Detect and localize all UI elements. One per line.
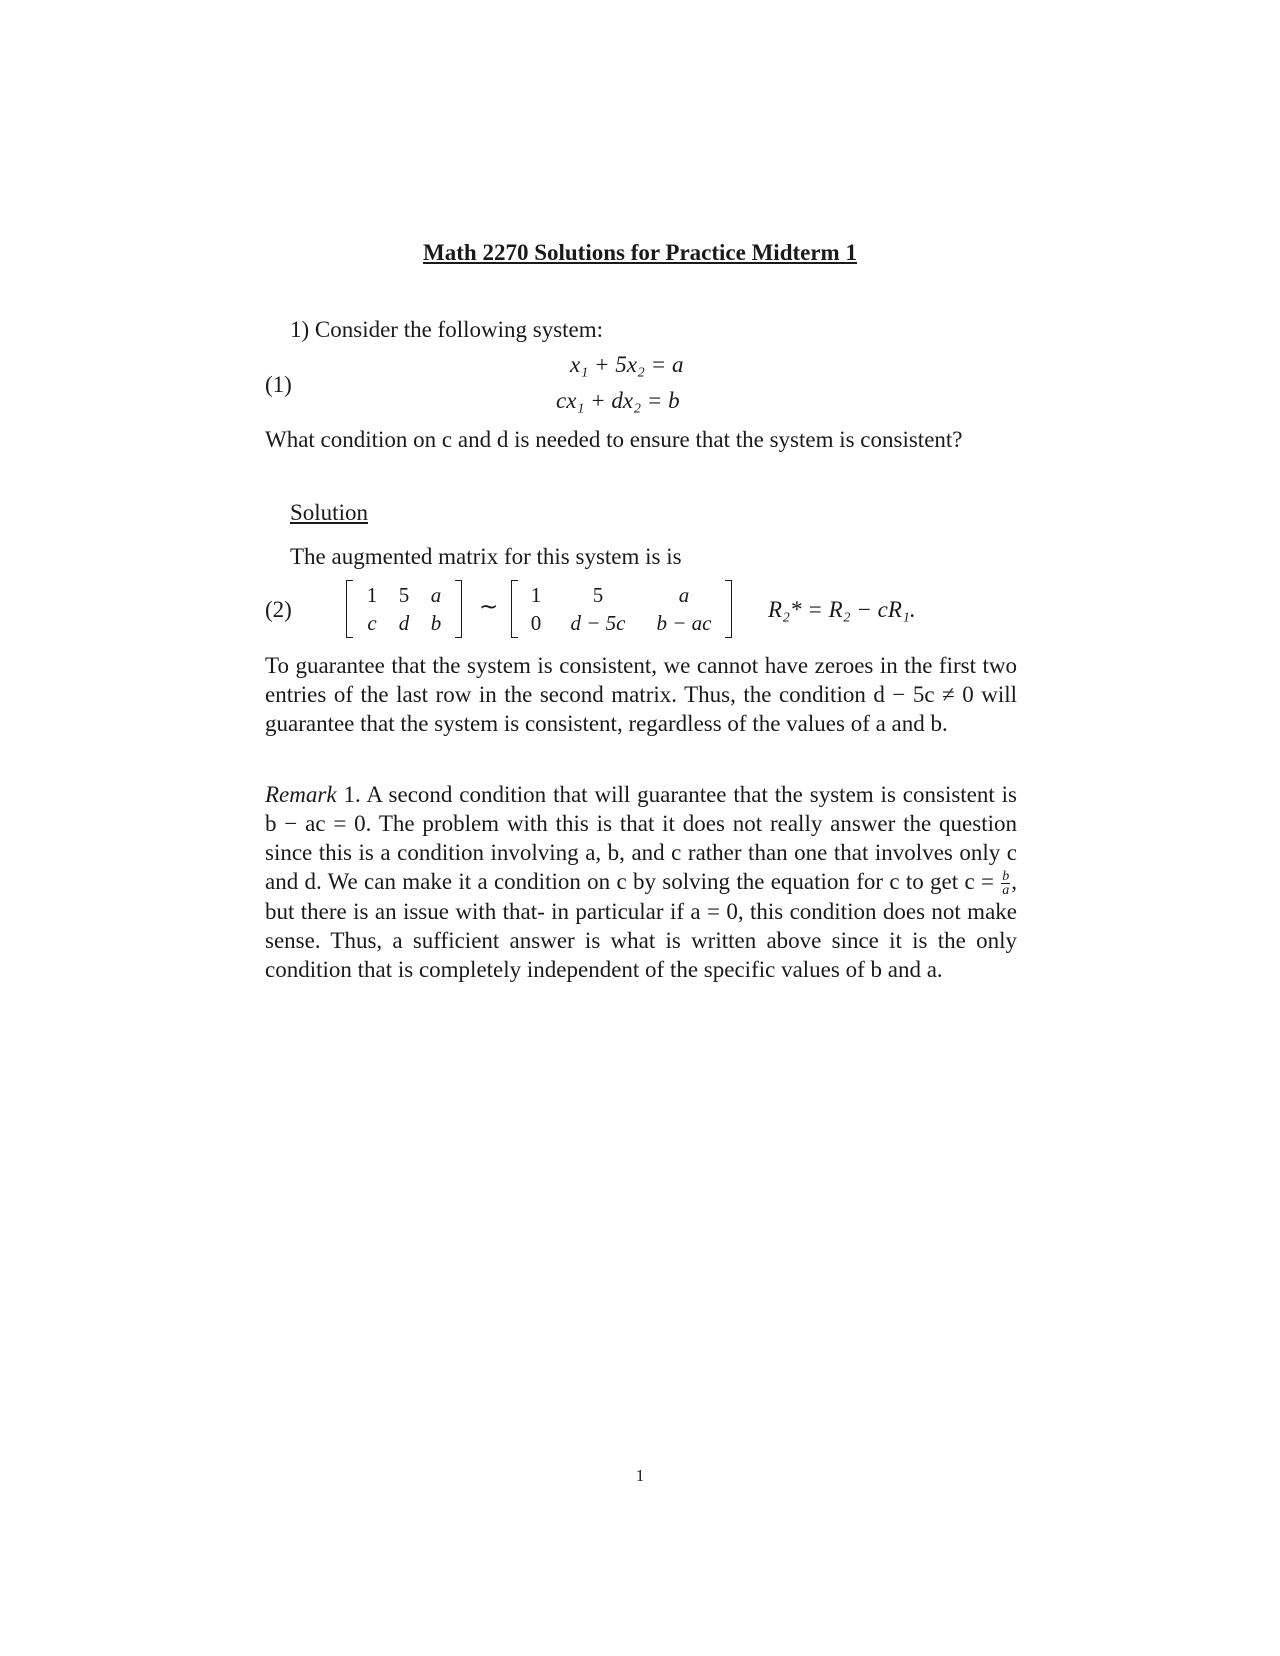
matrix-left-cell: b: [430, 611, 442, 635]
matrix-right-cell: d − 5c: [570, 611, 626, 635]
fraction-numerator: b: [1002, 869, 1010, 885]
page-number: 1: [635, 1466, 645, 1485]
augmented-intro: The augmented matrix for this system is is: [290, 544, 682, 569]
fraction-b-over-a: [1001, 870, 1010, 897]
matrix-left-cell: c: [367, 611, 377, 635]
remark-number: 1.: [343, 782, 361, 807]
matrix-left-cell: 5: [398, 583, 410, 607]
equation-1-line-2: cx₁ + dx₂ = b: [556, 388, 680, 413]
matrix-left-open-bracket: [346, 580, 353, 638]
solution-heading-row: [265, 498, 1017, 527]
equation-label-1: (1): [265, 372, 292, 397]
similar-symbol: ∼: [479, 594, 499, 619]
matrix-right-cell: 0: [530, 611, 542, 635]
matrix-right-close-bracket: [725, 580, 732, 638]
matrix-right-cell: a: [678, 583, 690, 607]
equation-1-line-1: x₁ + 5x₂ = a: [570, 352, 684, 377]
page-title: Math 2270 Solutions for Practice Midterm 1: [423, 240, 857, 265]
row-operation: R₂* = R₂ − cR₁.: [768, 597, 916, 622]
remark-text-before: A second condition that will guarantee that the system is consistent is b − ac = 0. The problem with this is that it does not really answer the question since this is a condition involving a, b, and c rather than one that involves only c and d. We can make it a condition on c by solving the equation for c to get c =: [265, 782, 1018, 894]
problem-question: What condition on c and d is needed to ensure that the system is consistent?: [265, 427, 963, 452]
problem-intro: 1) Consider the following system:: [290, 317, 604, 342]
solution-paragraph: To guarantee that the system is consistent, we cannot have zeroes in the first two entries of the last row in the second matrix. Thus, the condition d − 5c ≠ 0 will guarantee that the system is consistent, regardless of the values of a and b.: [265, 653, 1017, 736]
matrix-right-cell: 1: [530, 583, 542, 607]
matrix-left-cell: 1: [366, 583, 378, 607]
remark-label: Remark: [265, 782, 337, 807]
remark-text-after: , but there is an issue with that- in particular if a = 0, this condition does not make sense. Thus, a sufficient answer is what is written above since it is the only condition that is completely independent of the specific values of b and a.: [265, 869, 1018, 983]
matrix-left-cell: a: [430, 583, 442, 607]
matrix-left-cell: d: [398, 611, 410, 635]
equation-label-2: (2): [265, 597, 292, 622]
matrix-left-close-bracket: [455, 580, 462, 638]
matrix-right-open-bracket: [511, 580, 518, 638]
remark-paragraph: [265, 780, 1017, 984]
fraction-denominator: a: [1002, 883, 1010, 899]
matrix-right-cell: 5: [592, 583, 604, 607]
matrix-right-cell: b − ac: [656, 611, 712, 635]
solution-heading: Solution: [290, 500, 368, 525]
